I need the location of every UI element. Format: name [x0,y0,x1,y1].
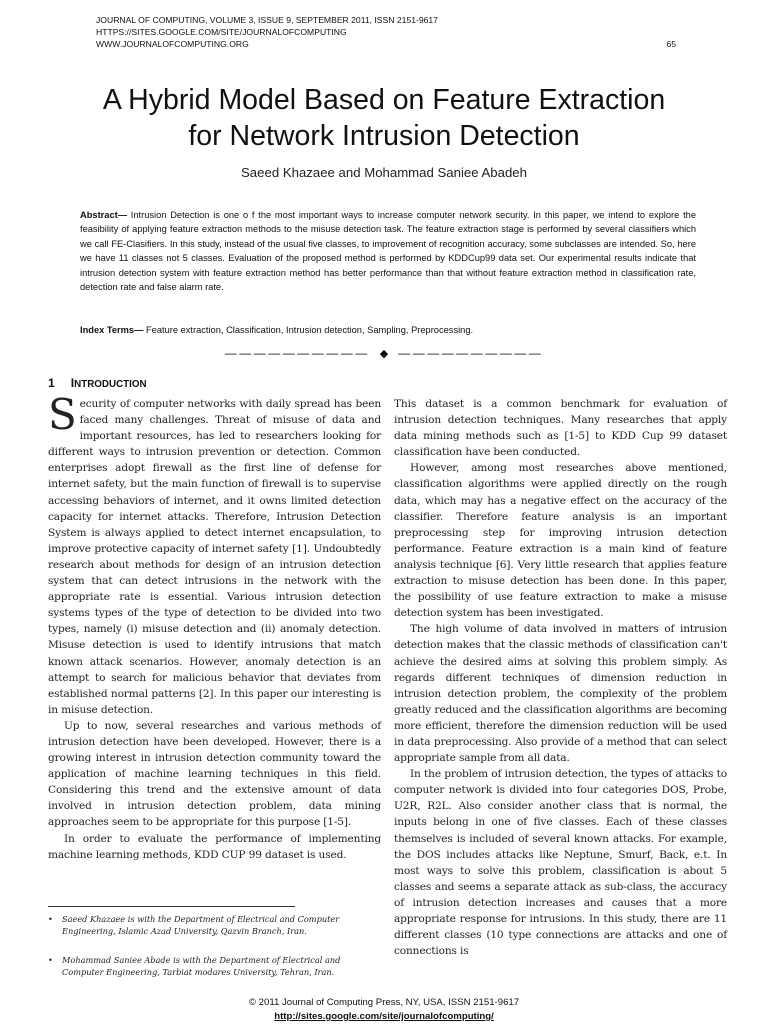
paragraph: Up to now, several researches and various methods of intrusion detection have been developed. However, there is a growing interest in intrusion detection community toward the application of machine learning techniques in this field. Considering this trend and the extensive amount of data involved in intrusion detection problem, data mining approaches seem to be appropriate for this purpose [1-5]. [48,719,381,829]
journal-url-https: HTTPS://SITES.GOOGLE.COM/SITE/JOURNALOFCOMPUTING [96,27,347,37]
left-column [48,390,381,863]
journal-citation: JOURNAL OF COMPUTING, VOLUME 3, ISSUE 9, SEPTEMBER 2011, ISSN 2151-9617 [96,15,438,25]
paragraph: However, among most researches above mentioned, classification algorithms were applied directly on the rough data, which may has a negative effect on the accuracy of the classifier. Therefore feature analysis is an important preprocessing step for improving intrusion detection performance. Feature extraction is a main kind of feature analysis technique [6]. Very little research that applies feature extraction to misuse detection has been done. In this paper, the possibility of use feature extraction to make a misuse detection system has been investigated. [394,462,727,620]
abstract [80,208,696,294]
journal-header [96,14,676,50]
footnote-divider [48,906,295,907]
abstract-text: Intrusion Detection is one o f the most important ways to increase computer network security. In this paper, we intend to explore the feasibility of applying feature extraction methods to the misuse detection task. The feature extraction stage is performed by several classifiers which we call FE-Clasifiers. In this study, instead of the usual five classes, to improvement of recognition accuracy, some subclasses are intended. So, here we have 11 classes not 5 classes. Evaluation of the proposed method is performed by KDDCup99 data set. Our experimental results indicate that intrusion detection system with feature extraction method has better performance than that without feature extraction method in classification rate, detection rate and false alarm rate. [80,210,696,293]
right-column [394,396,727,959]
paper-title [40,82,728,154]
paper-title-line-1: A Hybrid Model Based on Feature Extraction [102,84,666,116]
index-terms-text: Feature extraction, Classification, Intrusion detection, Sampling, Preprocessing. [143,325,474,335]
paragraph-text: ecurity of computer networks with daily spread has been faced many challenges. Threat of misuse of data and important resources, has led to researchers looking for different ways to intrusion prevention or detection. Common enterprises adopt firewall as the first line of defense for internet safety, but the main function of firewall is to supervise accessing behaviors of internet, and it owns limited detection capacity for internet attacks. Therefore, Intrusion Detection System is always applied to detect internet encapsulation, to improve protective capacity of internet safety [1]. Undoubtedly research about methods for design of an intrusion detection system that can detect intrusions in the network with the appropriate rate is essential. Various intrusion detection systems types of the type of detection to be divided into two types, namely (i) misuse detection and (ii) anomaly detection. Misuse detection is used to identify intrusions that match known attack scenarios. However, anomaly detection is an attempt to search for malicious behavior that deviates from established normal patterns [2]. In this paper our interesting is in misuse detection. [48,398,381,716]
section-title-initial: I [70,376,75,390]
authors: Saeed Khazaee and Mohammad Saniee Abadeh [241,165,527,180]
journal-website: WWW.JOURNALOFCOMPUTING.ORG [96,39,249,49]
section-heading [48,376,147,390]
abstract-label: Abstract— [80,210,128,220]
footnote-text: Saeed Khazaee is with the Department of Electrical and Computer Engineering, Islamic Azad University, Qazvin Branch, Iran. [62,914,340,936]
separator-dashes-left: —————————— [224,346,370,360]
paper-title-line-2: for Network Intrusion Detection [188,120,580,152]
footer-copyright: © 2011 Journal of Computing Press, NY, USA, ISSN 2151-9617 [248,997,520,1008]
footnote [48,954,381,978]
page-footer [0,996,768,1024]
footnote-text: Mohammad Saniee Abade is with the Department of Electrical and Computer Engineering, Tarbiat modares University, Tehran, Iran. [62,955,341,977]
section-title-rest: NTRODUCTION [74,379,147,390]
bullet-icon: • [48,955,53,965]
footer-link[interactable]: http://sites.google.com/site/journalofcomputing/ [274,1011,494,1022]
diamond-icon: ◆ [379,347,389,360]
paragraph: The high volume of data involved in matters of intrusion detection makes that the classic methods of classification can't achieve the desired aims at solving this problem simply. As regards different techniques of dimension reduction in intrusion detection problem, the complexity of the problem greatly reduced and the classification algorithms are becoming more efficient, therefore the dimension reduction will be used in data preprocessing. Also provide of a method that can select appropriate sample from all data. [394,623,727,765]
paragraph [48,390,381,718]
paragraph: In the problem of intrusion detection, the types of attacks to computer network is divided into four categories DOS, Probe, U2R, R2L. Also consider another class that is normal, the inputs belong in one of five classes. Each of these classes themselves is included of several known attacks. For example, the DOS includes attacks like Neptune, Smurf, Back, e.t. In most ways to solve this problem, classification is about 5 classes and seems a separate attack as sub-class, the accuracy of intrusion detection increases and causes that a more appropriate response for intrusions. In this study, there are 11 different classes (10 type connections are attacks and one of connections is [394,768,727,958]
paragraph: This dataset is a common benchmark for evaluation of intrusion detection techniques. Many researches that apply data mining methods such as [1-5] to KDD Cup 99 dataset classification have been conducted. [394,398,727,459]
drop-cap: S [48,390,77,439]
index-terms [80,323,696,337]
paragraph: In order to evaluate the performance of implementing machine learning methods, KDD CUP 99 dataset is used. [48,832,381,861]
index-terms-label: Index Terms— [80,325,144,335]
separator-dashes-right: —————————— [398,346,544,360]
section-separator [200,345,568,361]
page-number: 65 [666,39,676,49]
bullet-icon: • [48,914,53,924]
section-number: 1 [48,376,55,390]
footnote [48,913,381,937]
